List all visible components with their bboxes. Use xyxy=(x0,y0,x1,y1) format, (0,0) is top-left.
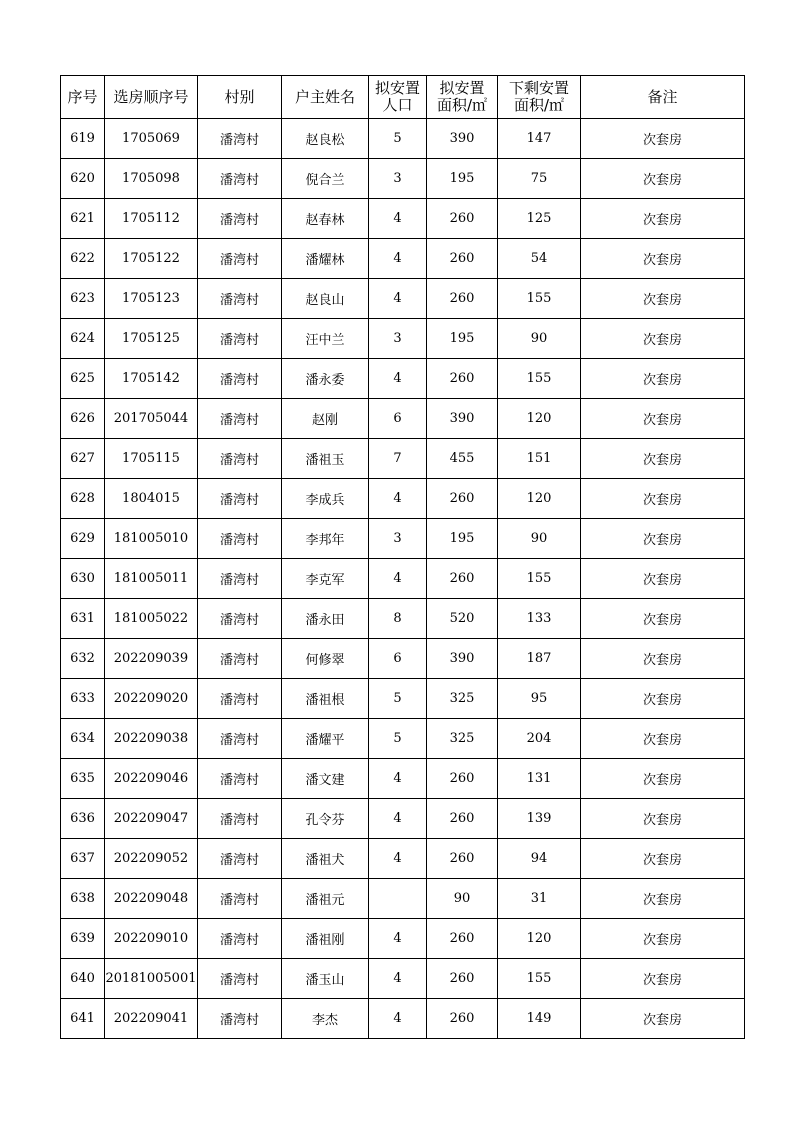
cell-planned-area: 260 xyxy=(427,239,498,279)
table-body xyxy=(61,119,745,1039)
cell-remaining-area: 95 xyxy=(498,679,581,719)
cell-village: 潘湾村 xyxy=(198,359,282,399)
cell-remarks: 次套房 xyxy=(581,199,745,239)
cell-selection-order: 202209020 xyxy=(105,679,198,719)
cell-remarks: 次套房 xyxy=(581,879,745,919)
cell-planned-population: 4 xyxy=(369,359,427,399)
cell-selection-order: 20181005001 xyxy=(105,959,198,999)
cell-seq: 634 xyxy=(61,719,105,759)
cell-village: 潘湾村 xyxy=(198,439,282,479)
cell-remaining-area: 120 xyxy=(498,919,581,959)
cell-selection-order: 201705044 xyxy=(105,399,198,439)
cell-householder-name: 赵良山 xyxy=(282,279,369,319)
cell-planned-area: 260 xyxy=(427,959,498,999)
cell-village: 潘湾村 xyxy=(198,959,282,999)
cell-planned-population: 4 xyxy=(369,999,427,1039)
cell-remarks: 次套房 xyxy=(581,839,745,879)
table-row xyxy=(61,279,745,319)
header-label-line: 面积/㎡ xyxy=(513,96,565,114)
cell-householder-name: 潘文建 xyxy=(282,759,369,799)
cell-village: 潘湾村 xyxy=(198,119,282,159)
table-row xyxy=(61,719,745,759)
cell-planned-area: 90 xyxy=(427,879,498,919)
cell-village: 潘湾村 xyxy=(198,519,282,559)
cell-planned-area: 520 xyxy=(427,599,498,639)
cell-remaining-area: 187 xyxy=(498,639,581,679)
cell-remarks: 次套房 xyxy=(581,959,745,999)
cell-village: 潘湾村 xyxy=(198,239,282,279)
cell-village: 潘湾村 xyxy=(198,279,282,319)
cell-remaining-area: 155 xyxy=(498,279,581,319)
header-label-line: 选房顺序号 xyxy=(113,87,189,106)
cell-householder-name: 潘耀平 xyxy=(282,719,369,759)
header-householder-name xyxy=(282,76,369,119)
cell-selection-order: 202209047 xyxy=(105,799,198,839)
cell-village: 潘湾村 xyxy=(198,599,282,639)
cell-planned-population: 3 xyxy=(369,159,427,199)
cell-householder-name: 赵刚 xyxy=(282,399,369,439)
cell-selection-order: 1705122 xyxy=(105,239,198,279)
table-row xyxy=(61,159,745,199)
header-label-line: 拟安置 xyxy=(374,79,420,97)
cell-householder-name: 汪中兰 xyxy=(282,319,369,359)
cell-remarks: 次套房 xyxy=(581,799,745,839)
cell-seq: 635 xyxy=(61,759,105,799)
cell-remaining-area: 120 xyxy=(498,399,581,439)
cell-village: 潘湾村 xyxy=(198,799,282,839)
cell-planned-population: 5 xyxy=(369,719,427,759)
cell-seq: 628 xyxy=(61,479,105,519)
cell-planned-population: 5 xyxy=(369,679,427,719)
cell-selection-order: 181005022 xyxy=(105,599,198,639)
cell-selection-order: 1804015 xyxy=(105,479,198,519)
cell-remarks: 次套房 xyxy=(581,279,745,319)
table-row xyxy=(61,599,745,639)
table-row xyxy=(61,319,745,359)
cell-planned-population: 4 xyxy=(369,839,427,879)
cell-remaining-area: 133 xyxy=(498,599,581,639)
cell-householder-name: 孔令芬 xyxy=(282,799,369,839)
cell-planned-population: 3 xyxy=(369,519,427,559)
cell-remarks: 次套房 xyxy=(581,159,745,199)
cell-remarks: 次套房 xyxy=(581,599,745,639)
cell-planned-population: 4 xyxy=(369,239,427,279)
cell-seq: 637 xyxy=(61,839,105,879)
cell-seq: 641 xyxy=(61,999,105,1039)
table-row xyxy=(61,879,745,919)
cell-seq: 633 xyxy=(61,679,105,719)
cell-seq: 632 xyxy=(61,639,105,679)
cell-planned-population: 4 xyxy=(369,959,427,999)
header-planned-population xyxy=(369,76,427,119)
cell-village: 潘湾村 xyxy=(198,399,282,439)
cell-remaining-area: 54 xyxy=(498,239,581,279)
table-row xyxy=(61,759,745,799)
cell-planned-population: 4 xyxy=(369,759,427,799)
cell-remarks: 次套房 xyxy=(581,519,745,559)
cell-selection-order: 1705142 xyxy=(105,359,198,399)
cell-seq: 639 xyxy=(61,919,105,959)
header-label-line: 人口 xyxy=(382,96,413,114)
cell-remaining-area: 31 xyxy=(498,879,581,919)
cell-remarks: 次套房 xyxy=(581,359,745,399)
header-seq xyxy=(61,76,105,119)
cell-seq: 623 xyxy=(61,279,105,319)
cell-seq: 622 xyxy=(61,239,105,279)
cell-remaining-area: 155 xyxy=(498,359,581,399)
header-label-line: 拟安置 xyxy=(439,79,485,97)
cell-selection-order: 1705069 xyxy=(105,119,198,159)
table-header-row xyxy=(61,76,745,119)
cell-planned-population: 8 xyxy=(369,599,427,639)
table-row xyxy=(61,639,745,679)
cell-village: 潘湾村 xyxy=(198,919,282,959)
cell-planned-population: 4 xyxy=(369,199,427,239)
cell-planned-area: 260 xyxy=(427,279,498,319)
cell-selection-order: 202209048 xyxy=(105,879,198,919)
cell-householder-name: 潘耀林 xyxy=(282,239,369,279)
cell-selection-order: 1705098 xyxy=(105,159,198,199)
cell-selection-order: 202209046 xyxy=(105,759,198,799)
cell-village: 潘湾村 xyxy=(198,759,282,799)
cell-remarks: 次套房 xyxy=(581,119,745,159)
cell-village: 潘湾村 xyxy=(198,839,282,879)
cell-seq: 621 xyxy=(61,199,105,239)
cell-householder-name: 赵良松 xyxy=(282,119,369,159)
cell-householder-name: 潘祖根 xyxy=(282,679,369,719)
cell-remaining-area: 125 xyxy=(498,199,581,239)
cell-selection-order: 1705123 xyxy=(105,279,198,319)
cell-planned-population: 4 xyxy=(369,919,427,959)
cell-remaining-area: 90 xyxy=(498,519,581,559)
header-remarks xyxy=(581,76,745,119)
cell-planned-area: 260 xyxy=(427,359,498,399)
cell-planned-area: 260 xyxy=(427,199,498,239)
table-row xyxy=(61,999,745,1039)
cell-planned-area: 260 xyxy=(427,999,498,1039)
cell-remaining-area: 75 xyxy=(498,159,581,199)
header-selection-order xyxy=(105,76,198,119)
cell-remaining-area: 155 xyxy=(498,959,581,999)
cell-planned-population: 4 xyxy=(369,479,427,519)
cell-remarks: 次套房 xyxy=(581,999,745,1039)
cell-householder-name: 赵春林 xyxy=(282,199,369,239)
table-row xyxy=(61,919,745,959)
cell-remaining-area: 90 xyxy=(498,319,581,359)
cell-remarks: 次套房 xyxy=(581,319,745,359)
cell-remarks: 次套房 xyxy=(581,479,745,519)
cell-remaining-area: 155 xyxy=(498,559,581,599)
cell-householder-name: 何修翠 xyxy=(282,639,369,679)
cell-remarks: 次套房 xyxy=(581,399,745,439)
cell-selection-order: 202209039 xyxy=(105,639,198,679)
header-label-line: 户主姓名 xyxy=(294,87,355,106)
cell-householder-name: 潘祖玉 xyxy=(282,439,369,479)
cell-seq: 638 xyxy=(61,879,105,919)
cell-planned-population: 6 xyxy=(369,399,427,439)
header-label-line: 备注 xyxy=(647,87,678,106)
cell-selection-order: 1705115 xyxy=(105,439,198,479)
cell-selection-order: 202209041 xyxy=(105,999,198,1039)
cell-remarks: 次套房 xyxy=(581,239,745,279)
table-row xyxy=(61,679,745,719)
cell-remaining-area: 151 xyxy=(498,439,581,479)
resettlement-table xyxy=(60,75,745,1039)
cell-planned-area: 260 xyxy=(427,759,498,799)
cell-planned-area: 260 xyxy=(427,839,498,879)
header-label-line: 村别 xyxy=(224,87,255,106)
cell-remarks: 次套房 xyxy=(581,559,745,599)
cell-selection-order: 202209038 xyxy=(105,719,198,759)
cell-selection-order: 1705112 xyxy=(105,199,198,239)
cell-remaining-area: 147 xyxy=(498,119,581,159)
cell-planned-population: 7 xyxy=(369,439,427,479)
cell-village: 潘湾村 xyxy=(198,879,282,919)
cell-planned-area: 390 xyxy=(427,639,498,679)
cell-householder-name: 潘永委 xyxy=(282,359,369,399)
cell-planned-area: 260 xyxy=(427,799,498,839)
cell-planned-area: 195 xyxy=(427,319,498,359)
header-remaining-area xyxy=(498,76,581,119)
cell-remaining-area: 139 xyxy=(498,799,581,839)
cell-seq: 620 xyxy=(61,159,105,199)
cell-seq: 626 xyxy=(61,399,105,439)
table-row xyxy=(61,839,745,879)
header-planned-area xyxy=(427,76,498,119)
cell-seq: 629 xyxy=(61,519,105,559)
cell-seq: 619 xyxy=(61,119,105,159)
cell-planned-area: 325 xyxy=(427,719,498,759)
cell-village: 潘湾村 xyxy=(198,559,282,599)
cell-remarks: 次套房 xyxy=(581,759,745,799)
cell-remaining-area: 131 xyxy=(498,759,581,799)
cell-selection-order: 181005011 xyxy=(105,559,198,599)
cell-planned-area: 325 xyxy=(427,679,498,719)
cell-village: 潘湾村 xyxy=(198,199,282,239)
cell-householder-name: 倪合兰 xyxy=(282,159,369,199)
header-label-line: 序号 xyxy=(67,87,98,106)
table-row xyxy=(61,479,745,519)
cell-householder-name: 潘祖元 xyxy=(282,879,369,919)
cell-seq: 625 xyxy=(61,359,105,399)
cell-planned-area: 195 xyxy=(427,159,498,199)
cell-planned-population: 3 xyxy=(369,319,427,359)
cell-planned-population: 6 xyxy=(369,639,427,679)
cell-village: 潘湾村 xyxy=(198,679,282,719)
cell-remarks: 次套房 xyxy=(581,679,745,719)
cell-householder-name: 潘祖犬 xyxy=(282,839,369,879)
cell-remaining-area: 120 xyxy=(498,479,581,519)
header-label-line: 下剩安置 xyxy=(508,79,569,97)
cell-remarks: 次套房 xyxy=(581,919,745,959)
table-row xyxy=(61,199,745,239)
cell-remarks: 次套房 xyxy=(581,439,745,479)
cell-planned-area: 260 xyxy=(427,479,498,519)
cell-planned-area: 260 xyxy=(427,919,498,959)
cell-planned-population xyxy=(369,879,427,919)
cell-planned-population: 4 xyxy=(369,799,427,839)
cell-remaining-area: 94 xyxy=(498,839,581,879)
cell-seq: 630 xyxy=(61,559,105,599)
cell-village: 潘湾村 xyxy=(198,479,282,519)
cell-planned-area: 260 xyxy=(427,559,498,599)
cell-householder-name: 李杰 xyxy=(282,999,369,1039)
header-village xyxy=(198,76,282,119)
table-row xyxy=(61,119,745,159)
cell-remarks: 次套房 xyxy=(581,639,745,679)
cell-planned-area: 455 xyxy=(427,439,498,479)
cell-selection-order: 202209052 xyxy=(105,839,198,879)
table-row xyxy=(61,959,745,999)
cell-householder-name: 潘祖刚 xyxy=(282,919,369,959)
table-row xyxy=(61,239,745,279)
cell-selection-order: 181005010 xyxy=(105,519,198,559)
header-label-line: 面积/㎡ xyxy=(436,96,488,114)
cell-remaining-area: 149 xyxy=(498,999,581,1039)
cell-seq: 627 xyxy=(61,439,105,479)
cell-seq: 631 xyxy=(61,599,105,639)
cell-householder-name: 潘玉山 xyxy=(282,959,369,999)
table-row xyxy=(61,559,745,599)
table-row xyxy=(61,519,745,559)
cell-planned-population: 4 xyxy=(369,279,427,319)
cell-selection-order: 1705125 xyxy=(105,319,198,359)
cell-remarks: 次套房 xyxy=(581,719,745,759)
cell-village: 潘湾村 xyxy=(198,999,282,1039)
cell-householder-name: 李成兵 xyxy=(282,479,369,519)
table-row xyxy=(61,399,745,439)
cell-planned-population: 4 xyxy=(369,559,427,599)
cell-householder-name: 潘永田 xyxy=(282,599,369,639)
cell-planned-area: 195 xyxy=(427,519,498,559)
cell-householder-name: 李邦年 xyxy=(282,519,369,559)
cell-planned-area: 390 xyxy=(427,119,498,159)
table-row xyxy=(61,439,745,479)
cell-selection-order: 202209010 xyxy=(105,919,198,959)
cell-village: 潘湾村 xyxy=(198,319,282,359)
cell-village: 潘湾村 xyxy=(198,719,282,759)
cell-village: 潘湾村 xyxy=(198,639,282,679)
cell-planned-population: 5 xyxy=(369,119,427,159)
cell-remaining-area: 204 xyxy=(498,719,581,759)
cell-seq: 640 xyxy=(61,959,105,999)
cell-village: 潘湾村 xyxy=(198,159,282,199)
cell-seq: 624 xyxy=(61,319,105,359)
cell-householder-name: 李克军 xyxy=(282,559,369,599)
cell-planned-area: 390 xyxy=(427,399,498,439)
cell-seq: 636 xyxy=(61,799,105,839)
table-row xyxy=(61,799,745,839)
table-row xyxy=(61,359,745,399)
